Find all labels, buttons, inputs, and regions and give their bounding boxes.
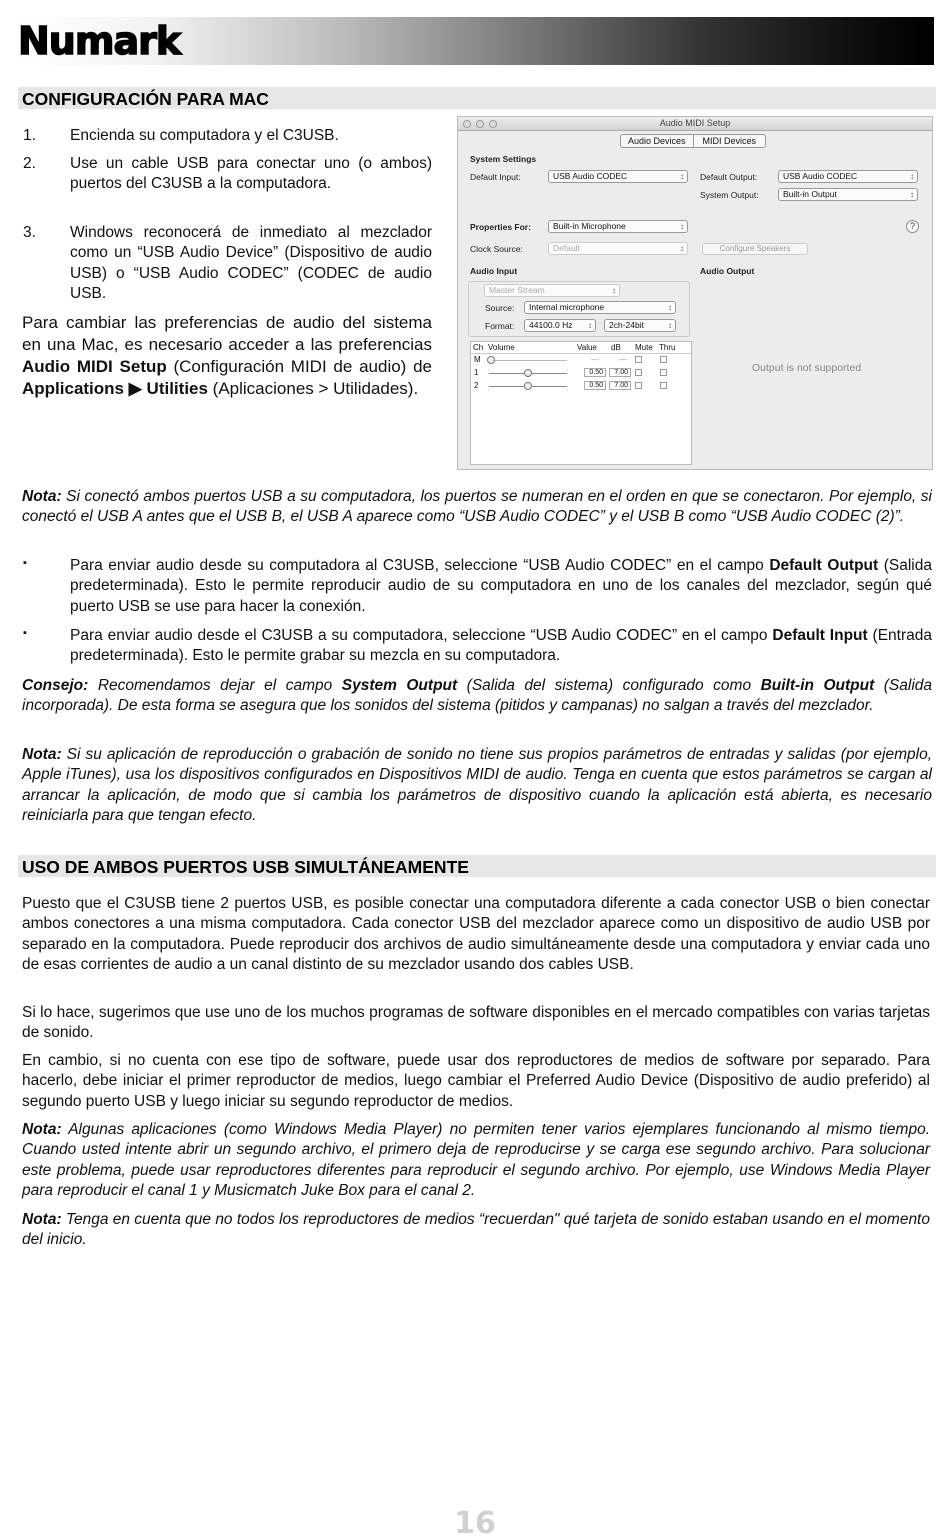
clock-source-select: Default ↕ (548, 242, 688, 255)
table-row (471, 381, 691, 392)
bullet-icon: ▪ (23, 557, 27, 569)
section-header-usb (18, 855, 936, 877)
channel-label: M (474, 355, 481, 364)
value-cell: — (591, 355, 599, 364)
db-cell: 7.00 (609, 368, 631, 377)
system-output-select: Built-in Output ↕ (778, 188, 918, 201)
usb-paragraph-2: Si lo hace, sugerimos que use uno de los muchos programas de software disponibles en el mercado compatibles con varias tarjetas de sonido. (22, 1004, 930, 1042)
section-header-mac (18, 87, 936, 109)
system-output-label: System Output: (700, 190, 759, 200)
value-cell: 0.50 (584, 368, 606, 377)
properties-for-label: Properties For: (470, 222, 531, 232)
mute-checkbox (635, 356, 642, 363)
clock-source-label: Clock Source: (470, 244, 523, 254)
section-title: USO DE AMBOS PUERTOS USB SIMULTÁNEAMENTE (22, 857, 469, 877)
mute-checkbox (635, 369, 642, 376)
tab-audio-devices: Audio Devices (627, 136, 686, 146)
volume-slider (489, 360, 567, 361)
header-bar (18, 17, 934, 65)
column-header: Mute (635, 343, 653, 352)
value-cell: 0.50 (584, 381, 606, 390)
audio-output-label: Audio Output (700, 266, 755, 276)
step-number: 1. (23, 127, 36, 144)
configure-speakers-button: Configure Speakers (702, 243, 808, 255)
note-playback-apps: Nota: Si su aplicación de reproducción o grabación de sonido no tiene sus propios parámetros de entradas y salidas (por ejemplo, Apple iTunes), usa los dispositivos configurados en Dispositivos MIDI de audio. Tenga en cuenta que estos parámetros se cargan al arrancar la aplicación, de modo que si cambia los parámetros de dispositivo cuando la aplicación está abierta, es necesario reiniciarla para que tengan efecto. (22, 746, 932, 824)
column-header: Value (577, 343, 597, 352)
thru-checkbox (660, 382, 667, 389)
system-settings-label: System Settings (470, 154, 537, 164)
thru-checkbox (660, 369, 667, 376)
window-title: Audio MIDI Setup (659, 118, 731, 128)
table-row (471, 368, 691, 379)
bullet-default-input: Para enviar audio desde el C3USB a su computadora, seleccione “USB Audio CODEC” en el campo Default Input (Entrada predeterminada). Esto le permite grabar su mezcla en su computadora. (70, 627, 932, 665)
master-stream-select: Master Stream ↕ (484, 284, 620, 297)
device-tabs (620, 134, 766, 148)
column-header: Ch (473, 343, 484, 352)
note-usb-ports: Nota: Si conectó ambos puertos USB a su computadora, los puertos se numeran en el orden en que se conectaron. Por ejemplo, si conectó el USB A antes que el USB B, el USB A aparece como “USB Audio CODEC” y el USB B como “USB Audio CODEC (2)”. (22, 488, 932, 526)
column-header: dB (611, 343, 621, 352)
step-number: 3. (23, 224, 36, 241)
tab-midi-devices: MIDI Devices (693, 135, 766, 147)
table-row (471, 355, 691, 366)
default-input-select: USB Audio CODEC ↕ (548, 170, 688, 183)
volume-knob (487, 356, 495, 364)
mac-instructions: Para cambiar las preferencias de audio del sistema en una Mac, es necesario acceder a las preferencias Audio MIDI Setup (Configuración MIDI de audio) de Applications ▶ Utilities (Aplicaciones > Utilidades). (22, 313, 432, 398)
default-output-label: Default Output: (700, 172, 758, 182)
table-header-row (471, 343, 691, 354)
step-text: Use un cable USB para conectar uno (o ambos) puertos del C3USB a la computadora. (70, 155, 432, 193)
source-label: Source: (485, 303, 515, 313)
format-rate-select: 44100.0 Hz ↕ (524, 319, 596, 332)
properties-for-select: Built-in Microphone ↕ (548, 220, 688, 233)
mute-checkbox (635, 382, 642, 389)
window-titlebar (458, 117, 932, 131)
section-title: CONFIGURACIÓN PARA MAC (22, 89, 269, 109)
help-icon: ? (906, 220, 919, 233)
source-select: Internal microphone ↕ (524, 301, 676, 314)
volume-knob (524, 382, 532, 390)
usb-paragraph-3: En cambio, si no cuenta con ese tipo de software, puede usar dos reproductores de medios de software por separado. Para hacerlo, debe iniciar el primer reproductor de medios, luego cambiar el Preferred Audio Device (Dispositivo de audio preferido) al segundo puerto USB y luego iniciar su segundo reproductor de medios. (22, 1052, 930, 1110)
note-media-players: Nota: Algunas aplicaciones (como Windows Media Player) no permiten tener varios ejemplares funcionando al mismo tiempo. Cuando usted intente abrir un segundo archivo, el primero deja de reproducirse y se carga ese segundo archivo. Para solucionar este problema, puede usar reproductores diferentes para reproducir el segundo archivo. Por ejemplo, use Windows Media Player para reproducir el canal 1 y Musicmatch Juke Box para el canal 2. (22, 1121, 930, 1199)
channel-label: 1 (474, 368, 479, 377)
step-text: Windows reconocerá de inmediato al mezclador como un “USB Audio Device” (Dispositivo de audio USB) o “USB Audio CODEC” (CODEC de audio USB. (70, 224, 432, 302)
volume-knob (524, 369, 532, 377)
format-label: Format: (485, 321, 515, 331)
bullet-icon: ▪ (23, 627, 27, 639)
thru-checkbox (660, 356, 667, 363)
note-sound-card-memory: Nota: Tenga en cuenta que no todos los reproductores de medios “recuerdan" qué tarjeta de sonido estaban usando en el momento del inicio. (22, 1211, 930, 1249)
column-header: Volume (488, 343, 515, 352)
format-bits-select: 2ch-24bit ↕ (604, 319, 676, 332)
default-output-select: USB Audio CODEC ↕ (778, 170, 918, 183)
channel-table (470, 341, 692, 465)
page-number: 16 (454, 1506, 496, 1539)
default-input-label: Default Input: (470, 172, 521, 182)
output-unsupported-text: Output is not supported (752, 362, 862, 374)
db-cell: — (619, 355, 627, 364)
usb-paragraph-1: Puesto que el C3USB tiene 2 puertos USB, es posible conectar una computadora diferente a cada conector USB o bien conectar ambos conectores a una misma computadora. Cada conector USB del mezclador aparece como un dispositivo de audio USB por separado en la computadora. Puede reproducir dos archivos de audio simultáneamente desde una computadora y enviar cada uno de esas corrientes de audio a un canal distinto de su mezclador usando dos cables USB. (22, 895, 930, 973)
bullet-default-output: Para enviar audio desde su computadora al C3USB, seleccione “USB Audio CODEC” en el campo Default Output (Salida predeterminada). Esto le permite reproducir audio de su computadora en uno de los canales del mezclador, según qué puerto USB se use para hacer la conexión. (70, 557, 932, 615)
db-cell: 7.00 (609, 381, 631, 390)
step-number: 2. (23, 155, 36, 172)
audio-midi-setup-screenshot (457, 116, 933, 470)
channel-label: 2 (474, 381, 479, 390)
brand-logo: Numark (18, 19, 181, 63)
audio-input-label: Audio Input (470, 266, 518, 276)
step-text: Encienda su computadora y el C3USB. (70, 127, 339, 144)
column-header: Thru (659, 343, 676, 352)
tip-system-output: Consejo: Recomendamos dejar el campo System Output (Salida del sistema) configurado como Built-in Output (Salida incorporada). De esta forma se asegura que los sonidos del sistema (pitidos y campanas) no salgan a través del mezclador. (22, 677, 933, 715)
